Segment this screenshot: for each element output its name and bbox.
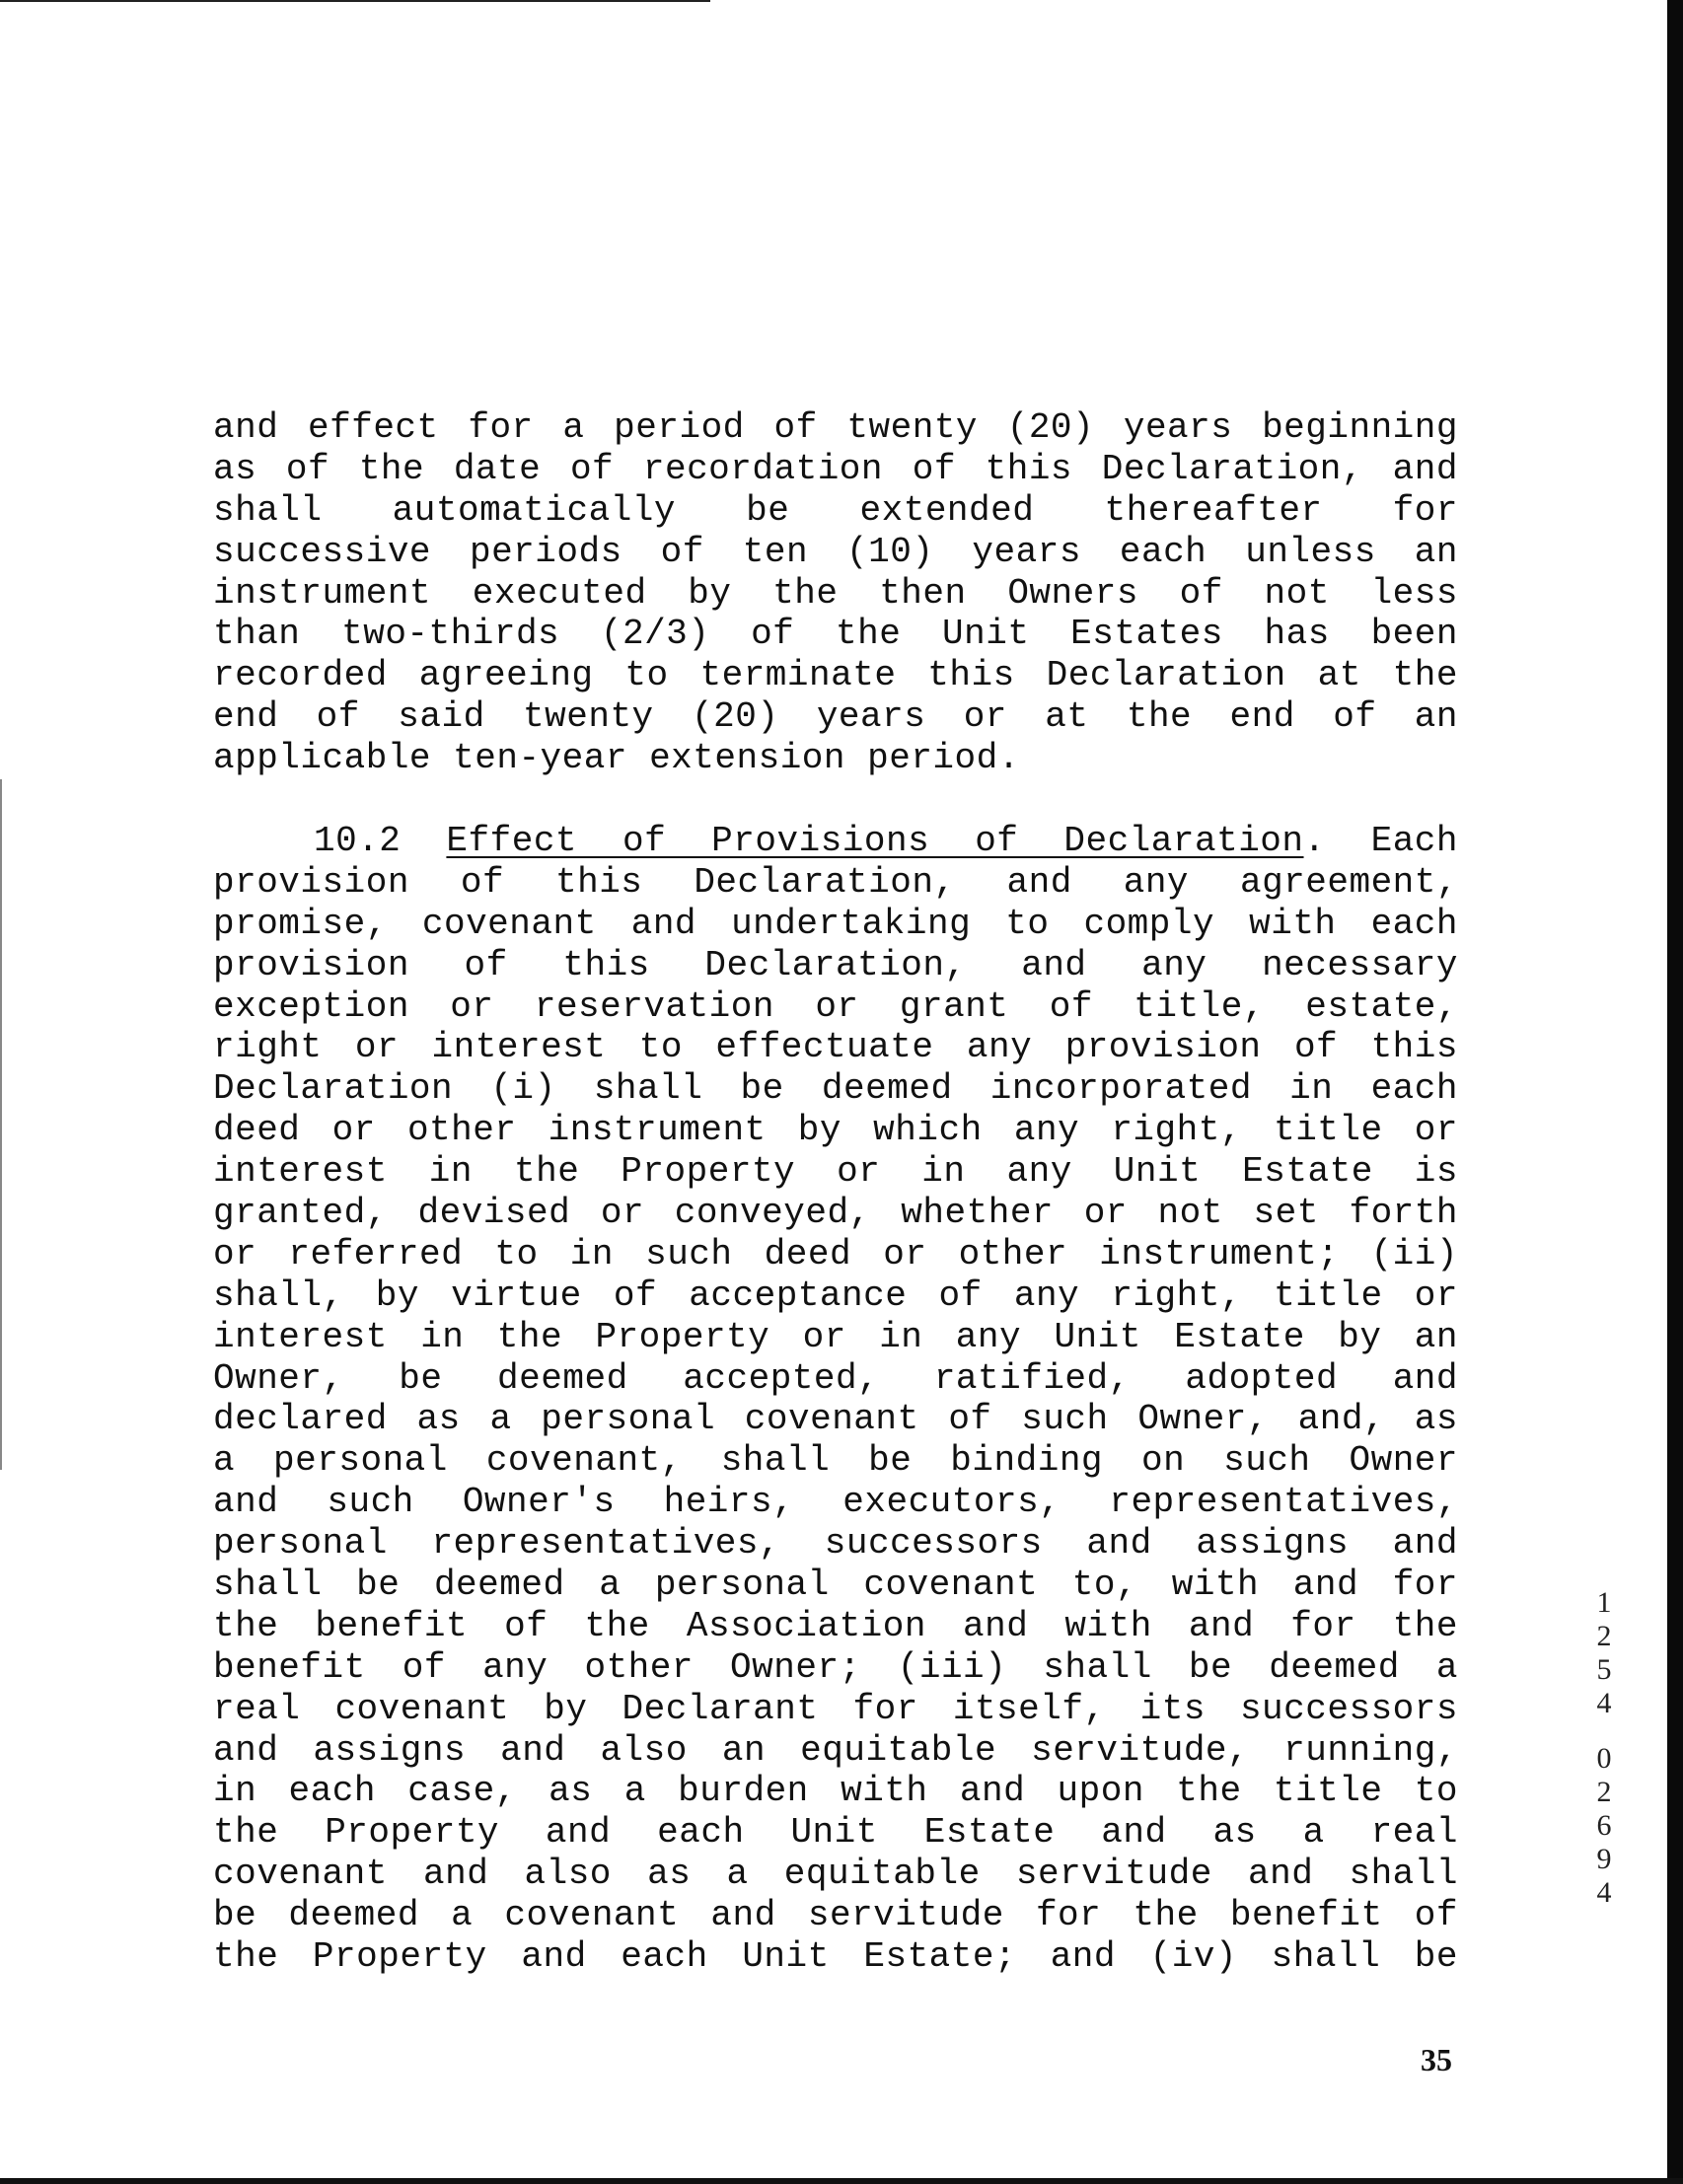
text-line: as of the date of recordation of this Declaration, and — [213, 448, 1458, 489]
text-line: the Property and each Unit Estate and as a real — [213, 1812, 1458, 1854]
text-line: provision of this Declaration, and any necessary — [213, 944, 1458, 985]
section-heading-rest: . Each — [1303, 821, 1458, 861]
text-line: Declaration (i) shall be deemed incorporated in each — [213, 1068, 1458, 1110]
section-heading: Effect of Provisions of Declaration — [446, 821, 1304, 861]
stamp-digit: 1 — [1596, 1586, 1612, 1619]
text-line: interest in the Property or in any Unit Estate by an — [213, 1316, 1458, 1357]
stamp-gap — [1584, 1720, 1624, 1742]
paragraph-term-continuation — [213, 407, 1458, 779]
text-line: covenant and also as a equitable servitude and shall — [213, 1854, 1458, 1895]
text-line: benefit of any other Owner; (iii) shall be deemed a — [213, 1646, 1458, 1688]
page-top-edge — [0, 0, 710, 2]
text-line: a personal covenant, shall be binding on such Owner — [213, 1440, 1458, 1482]
text-line: and assigns and also an equitable servitude, running, — [213, 1729, 1458, 1771]
text-line: right or interest to effectuate any provision of this — [213, 1027, 1458, 1068]
text-line: end of said twenty (20) years or at the end of an — [213, 696, 1458, 738]
text-line: shall be deemed a personal covenant to, with and for — [213, 1565, 1458, 1606]
stamp-digit: 5 — [1596, 1653, 1612, 1686]
text-line: declared as a personal covenant of such Owner, and, as — [213, 1399, 1458, 1440]
text-line: shall, by virtue of acceptance of any right, title or — [213, 1274, 1458, 1316]
text-line: provision of this Declaration, and any agreement, — [213, 861, 1458, 903]
text-line: granted, devised or conveyed, whether or not set forth — [213, 1193, 1458, 1234]
section-number: 10.2 — [314, 821, 402, 861]
stamp-digit: 6 — [1596, 1809, 1612, 1842]
section-10-2 — [213, 821, 1458, 1978]
text-line: recorded agreeing to terminate this Declaration at the — [213, 655, 1458, 696]
text-line: be deemed a covenant and servitude for the benefit of — [213, 1895, 1458, 1936]
text-line: exception or reservation or grant of title, estate, — [213, 985, 1458, 1027]
stamp-digit: 9 — [1596, 1843, 1612, 1875]
page-bottom-edge — [0, 2178, 1683, 2184]
section-heading-line — [213, 821, 1458, 862]
text-line: successive periods of ten (10) years each unless an — [213, 531, 1458, 572]
text-line: and such Owner's heirs, executors, representatives, — [213, 1482, 1458, 1523]
text-line: than two-thirds (2/3) of the Unit Estates has been — [213, 614, 1458, 655]
recording-number-stamp — [1584, 1586, 1624, 1910]
text-line: real covenant by Declarant for itself, its successors — [213, 1688, 1458, 1729]
text-line: instrument executed by the then Owners of not less — [213, 572, 1458, 614]
text-line: promise, covenant and undertaking to comply with each — [213, 903, 1458, 944]
text-line: shall automatically be extended thereafter for — [213, 489, 1458, 531]
page-right-edge — [1667, 0, 1683, 2184]
page-number: 35 — [1421, 2042, 1452, 2077]
text-line: or referred to in such deed or other instrument; (ii) — [213, 1233, 1458, 1274]
text-line: personal representatives, successors and assigns and — [213, 1523, 1458, 1565]
text-line: interest in the Property or in any Unit Estate is — [213, 1151, 1458, 1193]
stamp-digit: 2 — [1596, 1620, 1612, 1652]
stamp-digit: 4 — [1596, 1876, 1612, 1909]
text-line: Owner, be deemed accepted, ratified, adopted and — [213, 1357, 1458, 1399]
stamp-digit: 0 — [1596, 1742, 1612, 1775]
text-line: the benefit of the Association and with and for the — [213, 1605, 1458, 1646]
text-line: and effect for a period of twenty (20) years beginning — [213, 407, 1458, 448]
stamp-digit: 2 — [1596, 1776, 1612, 1808]
text-line: applicable ten-year extension period. — [213, 738, 1020, 779]
text-line: deed or other instrument by which any right, title or — [213, 1110, 1458, 1151]
stamp-digit: 4 — [1596, 1687, 1612, 1719]
text-line: in each case, as a burden with and upon the title to — [213, 1771, 1458, 1812]
text-line: the Property and each Unit Estate; and (iv) shall be — [213, 1936, 1458, 1978]
scan-margin-mark — [0, 779, 2, 1470]
